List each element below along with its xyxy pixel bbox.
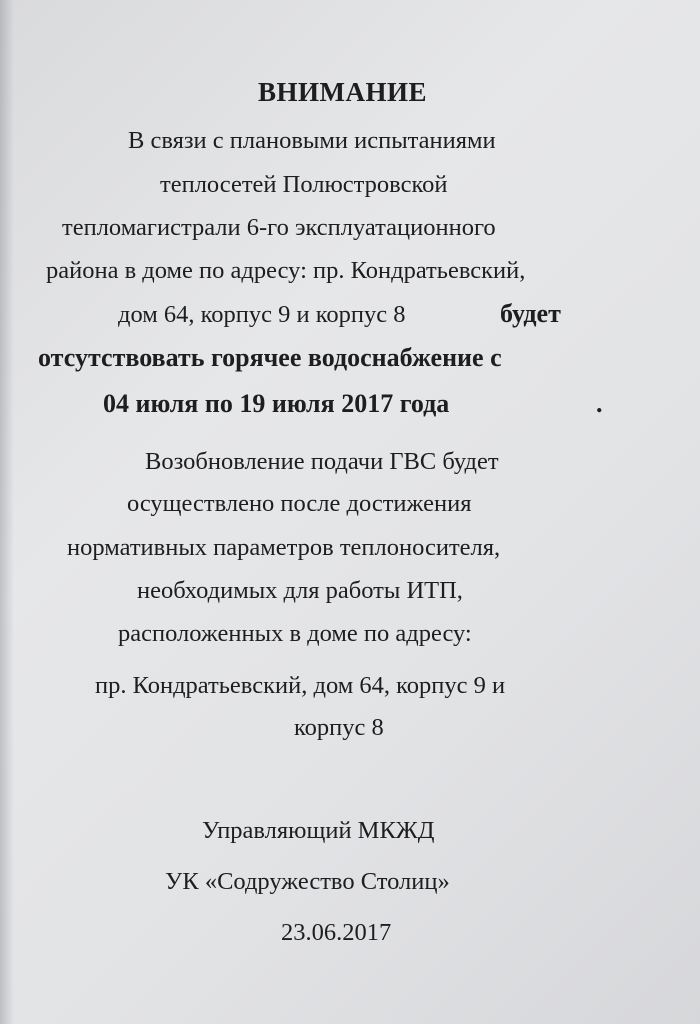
intro-line-4: района в доме по адресу: пр. Кондратьевский,	[46, 257, 526, 284]
address-line-1: пр. Кондратьевский, дом 64, корпус 9 и	[95, 672, 506, 699]
bold-line-2: 04 июля по 19 июля 2017 года	[103, 389, 450, 418]
signature-company: УК «Содружество Столиц»	[165, 868, 450, 895]
address-line-2: корпус 8	[294, 714, 384, 741]
resume-line-5: расположенных в доме по адресу:	[118, 620, 472, 647]
resume-line-4: необходимых для работы ИТП,	[137, 577, 463, 604]
intro-line-5: дом 64, корпус 9 и корпус 8	[118, 301, 406, 328]
resume-line-2: осуществлено после достижения	[127, 490, 472, 517]
resume-line-3: нормативных параметров теплоносителя,	[67, 534, 501, 561]
intro-line-2: теплосетей Полюстровской	[160, 171, 448, 198]
signature-date: 23.06.2017	[281, 919, 392, 946]
intro-line-3: тепломагистрали 6-го эксплуатационного	[62, 214, 496, 241]
intro-line-1: В связи с плановыми испытаниями	[128, 127, 496, 154]
period-mark: .	[596, 389, 603, 418]
notice-title: ВНИМАНИЕ	[258, 77, 428, 107]
bold-inline-word: будет	[500, 299, 561, 328]
bold-line-1: отсутствовать горячее водоснабжение с	[38, 343, 502, 372]
page-edge-shadow	[0, 0, 14, 1024]
resume-line-1: Возобновление подачи ГВС будет	[145, 448, 499, 475]
signature-position: Управляющий МКЖД	[202, 817, 435, 844]
